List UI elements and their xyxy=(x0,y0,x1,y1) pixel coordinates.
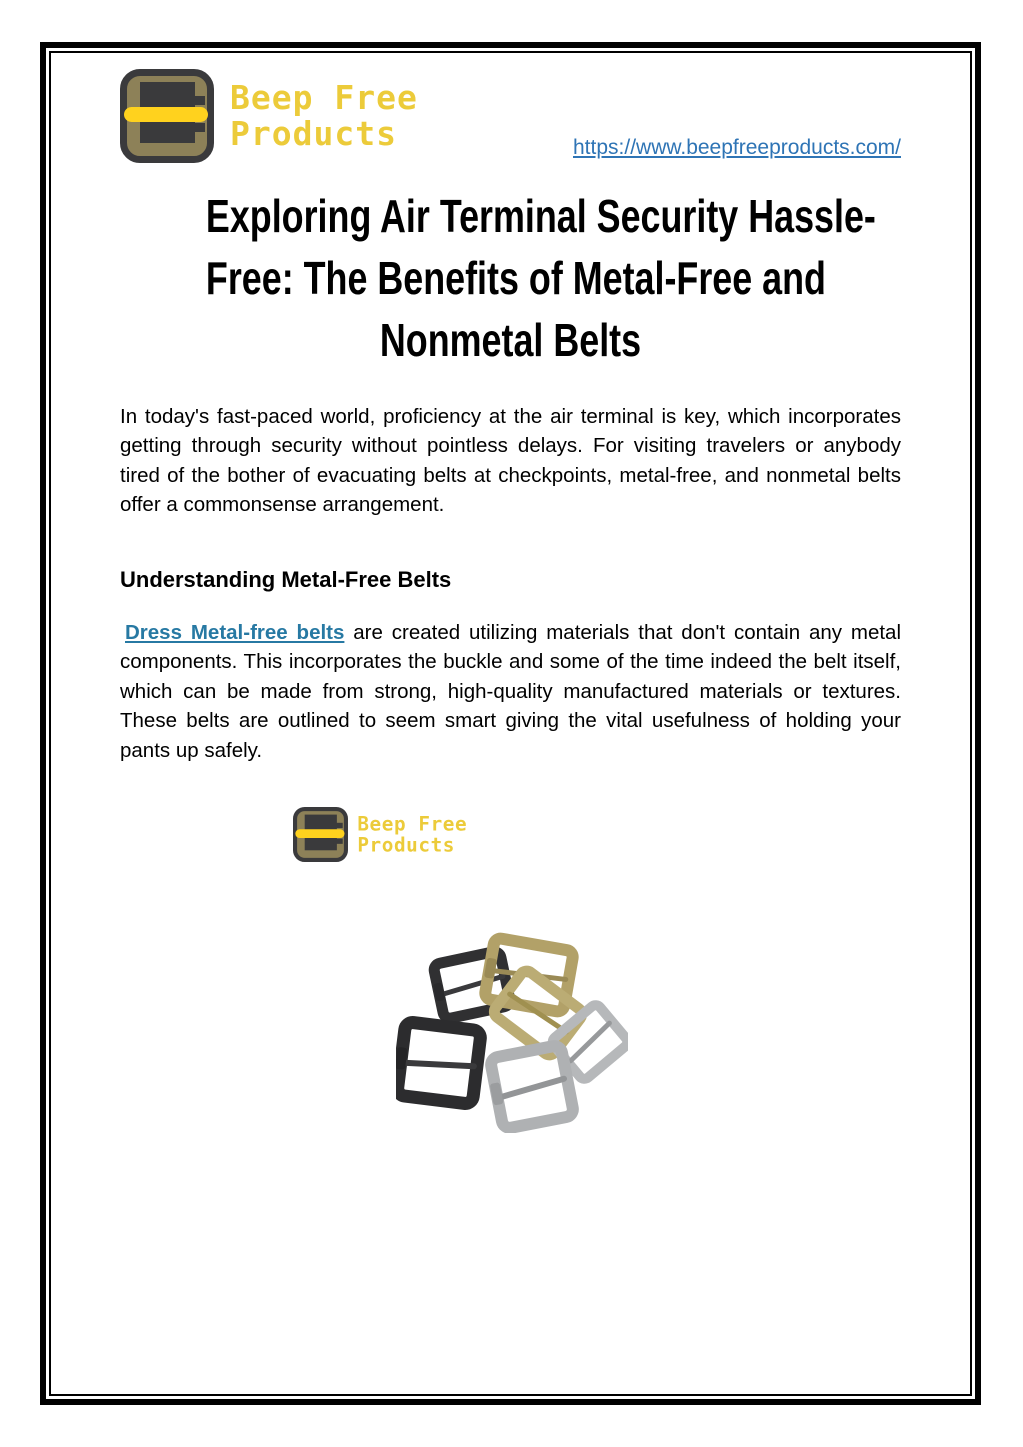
page-title-line1: Exploring Air Terminal Security Hassle- xyxy=(205,190,876,242)
belt-buckles-illustration xyxy=(396,929,628,1133)
page-title-line3: Nonmetal Belts xyxy=(379,314,642,366)
page-border-inner xyxy=(49,51,972,1396)
company-logo xyxy=(120,69,418,163)
buckle-tab-shape xyxy=(189,123,205,132)
website-url-link[interactable]: https://www.beepfreeproducts.com/ xyxy=(573,136,901,159)
logo-wordmark-line2: Products xyxy=(230,114,397,153)
logo-wordmark xyxy=(230,80,418,152)
header xyxy=(120,63,901,163)
buckle-tab-shape xyxy=(333,839,342,844)
belt-buckle-logo-icon xyxy=(293,807,348,862)
dress-metal-free-belts-link[interactable]: Dress Metal-free belts xyxy=(125,620,345,644)
page-title-line2: Free: The Benefits of Metal-Free and xyxy=(205,252,826,304)
company-logo-small xyxy=(293,807,492,862)
logo-wordmark-line2: Products xyxy=(357,833,456,857)
logo-wordmark xyxy=(357,813,467,855)
logo-wordmark-line1: Beep Free xyxy=(230,78,418,117)
logo-wordmark-line1: Beep Free xyxy=(357,812,468,836)
buckle-tab-shape xyxy=(333,823,342,828)
section-paragraph xyxy=(120,618,901,766)
intro-paragraph: In today's fast-paced world, proficiency at the air terminal is key, which incorporates getting through security without pointless delays. For visiting travelers or anybody tired of the bother of evacuating belts at checkpoints, metal-free, and nonmetal belts offer a commonsense arrangement. xyxy=(120,404,901,517)
buckle-strap-shape xyxy=(295,829,344,838)
section-heading: Understanding Metal-Free Belts xyxy=(120,566,452,592)
mid-page-logo-image xyxy=(293,807,633,907)
page-title xyxy=(120,185,901,371)
buckle-tab-shape xyxy=(189,96,205,105)
page-border-outer xyxy=(40,42,981,1405)
document-content xyxy=(120,53,901,786)
buckle-strap-shape xyxy=(124,107,208,122)
belt-buckle-logo-icon xyxy=(120,69,214,163)
section-paragraph-text: are created utilizing materials that don't contain any metal components. This incorporates the buckle and some of the time indeed the belt itself, which can be made from strong, high-quality manufactured materials or textures. These belts are outlined to seem smart giving the vital usefulness of holding your pants up safely. xyxy=(120,620,901,762)
belt-buckles-image xyxy=(396,929,628,1133)
